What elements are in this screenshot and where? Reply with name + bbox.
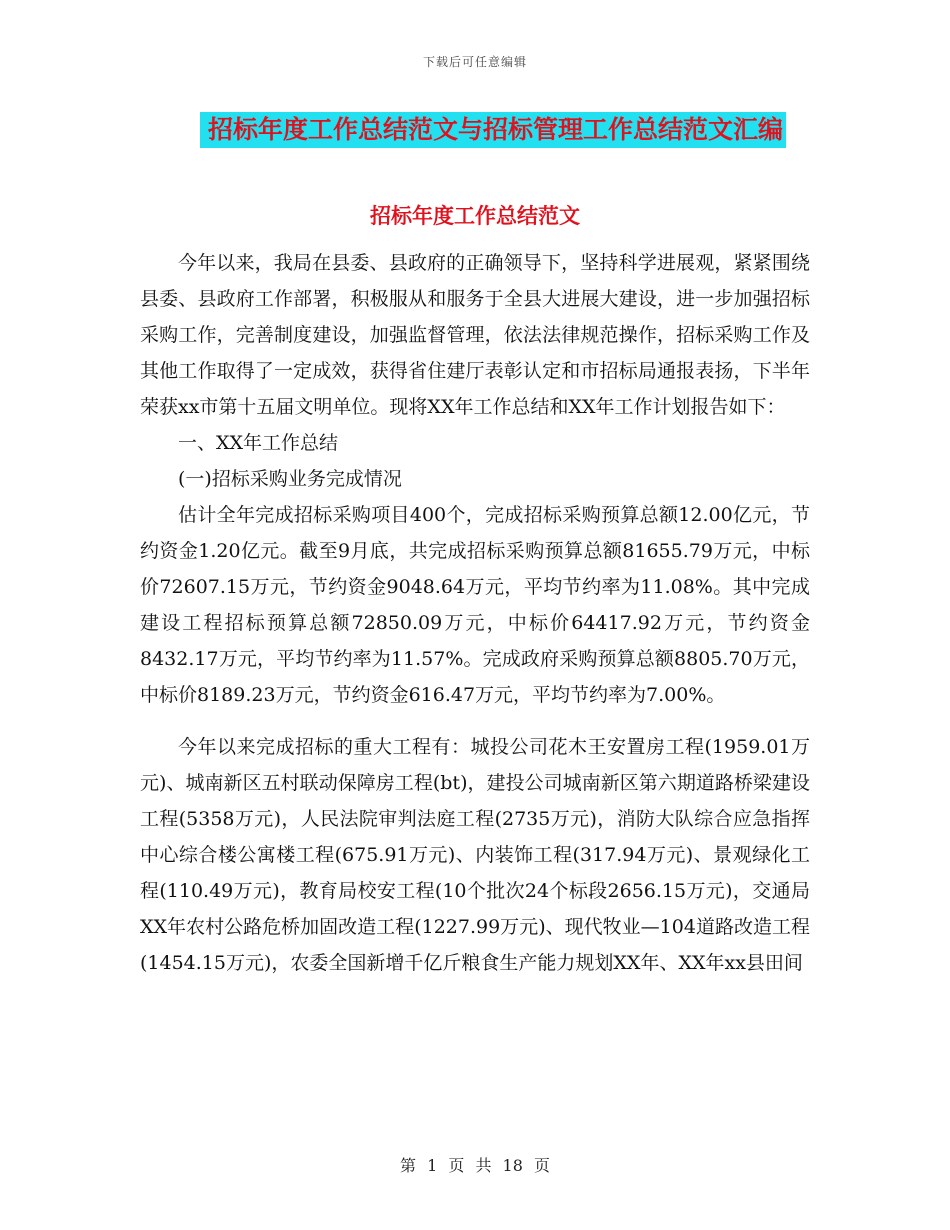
document-body bbox=[140, 245, 810, 981]
main-title-container bbox=[0, 112, 950, 148]
paragraph-statistics: 估计全年完成招标采购项目400个，完成招标采购预算总额12.00亿元，节约资金1.20亿元。截至9月底，共完成招标采购预算总额81655.79万元，中标价72607.15万元，节约资金9048.64万元，平均节约率为11.08%。其中完成建设工程招标预算总额72850.09万元，中标价64417.92万元，节约资金8432.17万元，平均节约率为11.57%。完成政府采购预算总额8805.70万元，中标价8189.23万元，节约资金616.47万元，平均节约率为7.00%。 bbox=[140, 504, 810, 706]
section-title: 招标年度工作总结范文 bbox=[370, 203, 580, 228]
page-number-footer: 第 1 页 共 18 页 bbox=[400, 1156, 550, 1175]
heading-subsection-one: (一)招标采购业务完成情况 bbox=[178, 468, 402, 490]
page-header-note: 下载后可任意编辑 bbox=[422, 55, 527, 69]
paragraph-major-projects: 今年以来完成招标的重大工程有：城投公司花木王安置房工程(1959.01万元)、城南新区五村联动保障房工程(bt)，建投公司城南新区第六期道路桥梁建设工程(5358万元)，人民法院审判法庭工程(2735万元)，消防大队综合应急指挥中心综合楼公寓楼工程(675.91万元)、内装饰工程(317.94万元)、景观绿化工程(110.49万元)，教育局校安工程(10个批次24个标段2656.15万元)，交通局XX年农村公路危桥加固改造工程(1227.99万元)、现代牧业—104道路改造工程(1454.15万元)，农委全国新增千亿斤粮食生产能力规划XX年、XX年xx县田间 bbox=[140, 736, 810, 974]
paragraph-intro: 今年以来，我局在县委、县政府的正确领导下，坚持科学进展观，紧紧围绕县委、县政府工作部署，积极服从和服务于全县大进展大建设，进一步加强招标采购工作，完善制度建设，加强监督管理，依法法律规范操作，招标采购工作及其他工作取得了一定成效，获得省住建厅表彰认定和市招标局通报表扬，下半年荣获xx市第十五届文明单位。现将XX年工作总结和XX年工作计划报告如下： bbox=[140, 252, 810, 418]
document-main-title: 招标年度工作总结范文与招标管理工作总结范文汇编 bbox=[200, 112, 786, 148]
heading-section-one: 一、XX年工作总结 bbox=[178, 432, 339, 454]
